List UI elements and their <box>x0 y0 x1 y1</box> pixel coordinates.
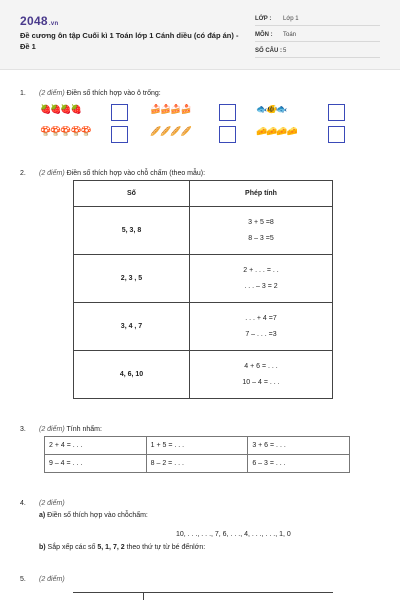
meta-class: LỚP : Lớp 1 <box>255 14 380 26</box>
cake-icon: 🍰🍰🍰🍰 <box>150 104 191 114</box>
question-4a: a) Điền số thích hợp vào chỗchấm: <box>39 512 148 519</box>
number-cell: 2, 3 , 5 <box>74 255 190 303</box>
number-cell: 4, 6, 10 <box>74 351 190 399</box>
table-row <box>74 207 333 255</box>
equation-line[interactable]: 7 – . . . =3 <box>245 330 277 338</box>
table-row <box>45 437 350 455</box>
table-row <box>74 255 333 303</box>
math-cell[interactable]: 8 – 2 = . . . <box>146 455 248 473</box>
table-row <box>74 303 333 351</box>
math-cell[interactable]: 3 + 6 = . . . <box>248 437 350 455</box>
equation-line: 3 + 5 =8 <box>248 218 274 226</box>
answer-box-1[interactable] <box>111 104 128 121</box>
mushroom-icon: 🍄🍄🍄🍄🍄 <box>40 126 92 136</box>
equation-line[interactable]: 10 – 4 = . . . <box>242 378 280 386</box>
answer-box-4[interactable] <box>219 126 236 143</box>
equation-line: 8 – 3 =5 <box>248 234 274 242</box>
operation-cell[interactable] <box>190 255 333 303</box>
table-top-border <box>73 592 333 593</box>
question-2: 2. (2 điểm) Điền số thích hợp vào chỗ chấm (theo mẫu): <box>20 170 206 177</box>
document-title: Đề cương ôn tập Cuối kì 1 Toán lớp 1 Cánh diều (có đáp án) - Đề 1 <box>20 31 239 51</box>
table-header-row <box>74 181 333 207</box>
document-header <box>0 0 400 70</box>
math-cell[interactable]: 2 + 4 = . . . <box>45 437 147 455</box>
fish-icon: 🐟🐠🐟 <box>256 104 287 114</box>
answer-box-2[interactable] <box>111 126 128 143</box>
mental-math-table <box>44 436 350 473</box>
equation-line[interactable]: . . . + 4 =7 <box>245 314 277 322</box>
math-cell[interactable]: 6 – 3 = . . . <box>248 455 350 473</box>
table-row <box>45 455 350 473</box>
strawberry-icon: 🍓🍓🍓🍓 <box>40 104 81 114</box>
table-row <box>74 351 333 399</box>
equation-line[interactable]: 2 + . . . = . . <box>243 266 279 274</box>
answer-box-6[interactable] <box>328 126 345 143</box>
meta-question-count: SỐ CÂU : 5 <box>255 46 380 58</box>
math-cell[interactable]: 9 – 4 = . . . <box>45 455 147 473</box>
table-column-divider <box>143 592 144 600</box>
meta-subject: MÔN : Toán <box>255 30 380 42</box>
bread-icon: 🥖🥖🥖🥖 <box>150 126 191 136</box>
number-cell: 5, 3, 8 <box>74 207 190 255</box>
operation-cell[interactable] <box>190 303 333 351</box>
answer-box-3[interactable] <box>219 104 236 121</box>
question-4: 4. (2 điểm) <box>20 500 65 507</box>
question-3: 3. (2 điểm) Tính nhẩm: <box>20 426 102 433</box>
equation-line[interactable]: 4 + 6 = . . . <box>244 362 278 370</box>
number-sequence[interactable]: 10, . . ., . . ., 7, 6, . . ., 4, . . ., . . ., 1, 0 <box>176 531 291 538</box>
math-cell[interactable]: 1 + 5 = . . . <box>146 437 248 455</box>
question-4b: b) Sắp xếp các số 5, 1, 7, 2 theo thứ tự từ bé đếnlớn: <box>39 544 206 551</box>
number-operations-table <box>73 180 333 399</box>
column-header-number: Số <box>74 181 190 207</box>
operation-cell <box>190 207 333 255</box>
equation-line[interactable]: . . . – 3 = 2 <box>244 282 278 290</box>
question-1: 1. (2 điểm) Điền số thích hợp vào ô trống: <box>20 90 161 97</box>
answer-box-5[interactable] <box>328 104 345 121</box>
question-5: 5. (2 điểm) <box>20 576 65 583</box>
column-header-operation: Phép tính <box>190 181 333 207</box>
operation-cell[interactable] <box>190 351 333 399</box>
cheese-icon: 🧀🧀🧀🧀 <box>256 126 297 136</box>
site-logo[interactable]: 2048.vn <box>20 14 59 28</box>
number-cell: 3, 4 , 7 <box>74 303 190 351</box>
